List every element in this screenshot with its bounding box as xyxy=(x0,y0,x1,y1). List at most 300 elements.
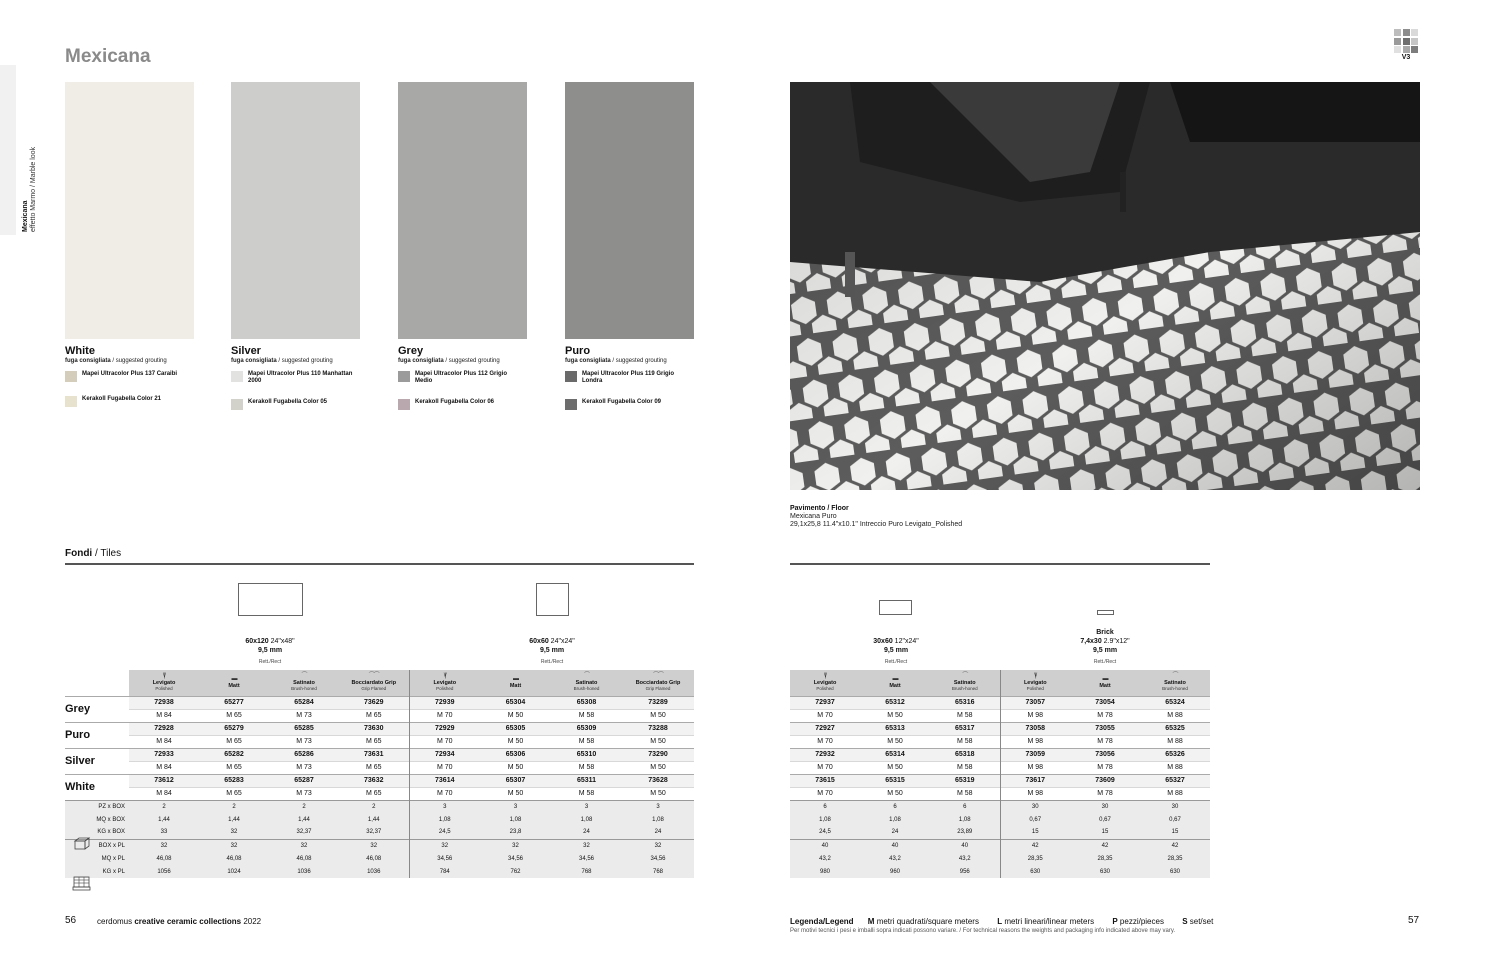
format-thickness: 9,5 mm xyxy=(539,647,565,654)
pack-row xyxy=(790,826,1210,839)
pack-value: 32,37 xyxy=(339,826,409,839)
format-rectified: Rett./Rect xyxy=(540,659,564,665)
grout-heading xyxy=(65,357,215,365)
table-row-units xyxy=(65,709,694,722)
logo-square-2 xyxy=(1411,29,1418,36)
grout-text: Kerakoll Fugabella Color 09 xyxy=(582,399,662,405)
unit-value: M 50 xyxy=(480,709,551,722)
grout-heading-en: / suggested grouting xyxy=(112,358,167,364)
format-label-2 xyxy=(836,637,956,667)
unit-value: M 50 xyxy=(480,787,551,800)
unit-value: M 88 xyxy=(1140,761,1210,774)
table-row-codes xyxy=(65,722,694,735)
pack-value: 6 xyxy=(790,800,860,813)
pack-value: 956 xyxy=(930,865,1000,878)
format-size-line xyxy=(836,637,956,646)
finish-name-en: Brush-honed xyxy=(291,686,317,692)
legend xyxy=(790,917,1229,926)
finish-icon-matt: ▬ xyxy=(513,676,518,683)
logo-square-0 xyxy=(1394,29,1401,36)
table-row-units xyxy=(790,761,1210,774)
swatch-info-silver xyxy=(231,345,381,410)
pack-value: 0,67 xyxy=(1140,813,1210,826)
product-code: 73057 xyxy=(1000,696,1070,709)
table-row-units xyxy=(65,787,694,800)
side-collection-desc: effetto Marmo / Marble look xyxy=(30,146,37,232)
finish-header xyxy=(1000,670,1070,696)
finish-icon-levigato: \|/ xyxy=(163,673,165,680)
side-tab xyxy=(0,65,16,235)
format-size-line xyxy=(210,637,330,646)
format-size: 60x120 xyxy=(245,638,269,645)
pack-value: 46,08 xyxy=(269,852,339,865)
finish-header xyxy=(409,670,480,696)
product-code: 65309 xyxy=(551,722,622,735)
format-inch: 24"x24" xyxy=(548,638,575,645)
unit-value: M 78 xyxy=(1070,761,1140,774)
unit-value: M 65 xyxy=(339,735,409,748)
pack-value: 34,56 xyxy=(409,852,480,865)
unit-value: M 88 xyxy=(1140,787,1210,800)
unit-value: M 84 xyxy=(129,735,199,748)
pack-value: 960 xyxy=(860,865,930,878)
pack-row xyxy=(790,813,1210,826)
pack-row xyxy=(790,865,1210,878)
product-code: 73055 xyxy=(1070,722,1140,735)
finish-name-en: Polished xyxy=(1026,686,1044,692)
finish-name-en: Polished xyxy=(816,686,834,692)
page-title: Mexicana xyxy=(65,46,151,67)
format-icon-60x60 xyxy=(536,583,569,616)
logo-square-5 xyxy=(1411,38,1418,45)
format-size: 7,4x30 xyxy=(1080,638,1102,645)
pack-value: 24 xyxy=(622,826,694,839)
finish-name: Levigato xyxy=(813,680,837,687)
unit-value: M 73 xyxy=(269,787,339,800)
pack-value: 1,08 xyxy=(409,813,480,826)
product-code: 72934 xyxy=(409,748,480,761)
unit-value: M 88 xyxy=(1140,709,1210,722)
section-rule-right xyxy=(790,563,1210,565)
table-row-codes xyxy=(65,774,694,787)
pack-value: 32,37 xyxy=(269,826,339,839)
unit-value: M 65 xyxy=(339,709,409,722)
product-code: 65286 xyxy=(269,748,339,761)
unit-value: M 70 xyxy=(790,787,860,800)
finish-icon-satinato: ⌒ xyxy=(301,673,307,680)
unit-value: M 70 xyxy=(790,735,860,748)
product-code: 73617 xyxy=(1000,774,1070,787)
pack-value: 3 xyxy=(409,800,480,813)
pack-value: 15 xyxy=(1000,826,1070,839)
grout-item xyxy=(398,399,548,410)
format-icon-30x60 xyxy=(879,600,912,615)
finish-header xyxy=(480,670,551,696)
pack-value: 2 xyxy=(129,800,199,813)
unit-value: M 58 xyxy=(551,787,622,800)
finish-icon-satinato: ⌒ xyxy=(962,673,968,680)
box-icon xyxy=(73,837,91,851)
table-header-row xyxy=(790,670,1210,696)
finish-icon-levigato: \|/ xyxy=(1034,673,1037,680)
format-inch: 24"x48" xyxy=(268,638,295,645)
format-thickness: 9,5 mm xyxy=(1092,647,1118,654)
finish-header xyxy=(930,670,1000,696)
table-row-codes xyxy=(65,696,694,709)
format-thickness: 9,5 mm xyxy=(883,647,909,654)
brand-logo xyxy=(1394,29,1420,63)
format-icon-60x120 xyxy=(238,583,303,616)
product-code: 65325 xyxy=(1140,722,1210,735)
section-title xyxy=(65,548,121,559)
grout-heading-it: fuga consigliata xyxy=(565,358,611,364)
format-icon-brick xyxy=(1097,610,1114,615)
pack-label: KG x BOX xyxy=(65,826,129,839)
row-color-name: Puro xyxy=(65,722,129,748)
pack-value: 15 xyxy=(1070,826,1140,839)
unit-value: M 50 xyxy=(622,787,694,800)
legend-l-text: metri lineari/linear meters xyxy=(1002,917,1095,926)
finish-icon-satinato: ⌒ xyxy=(583,673,589,680)
row-color-name: Grey xyxy=(65,696,129,722)
unit-value: M 50 xyxy=(480,735,551,748)
product-code: 72937 xyxy=(790,696,860,709)
pack-value: 42 xyxy=(1070,839,1140,852)
pack-row xyxy=(65,865,694,878)
finish-name-en: Polished xyxy=(155,686,173,692)
legend-m xyxy=(868,917,979,926)
pack-value: 40 xyxy=(930,839,1000,852)
finish-header xyxy=(269,670,339,696)
logo-square-7 xyxy=(1403,46,1410,53)
product-code: 65310 xyxy=(551,748,622,761)
pack-label: PZ x BOX xyxy=(65,800,129,813)
legend-l xyxy=(997,917,1094,926)
grout-text: Mapei Ultracolor Plus 137 Caraibi xyxy=(82,371,178,377)
product-code: 73631 xyxy=(339,748,409,761)
product-code: 72932 xyxy=(790,748,860,761)
product-code: 65311 xyxy=(551,774,622,787)
finish-icon-levigato: \|/ xyxy=(824,673,826,680)
pack-value: 32 xyxy=(409,839,480,852)
unit-value: M 50 xyxy=(622,761,694,774)
brand-bold: creative ceramic collections xyxy=(134,917,242,926)
product-code: 65327 xyxy=(1140,774,1210,787)
swatch-tile-grey xyxy=(398,82,527,339)
swatch-info-puro xyxy=(565,345,715,410)
grout-color-chip xyxy=(65,396,77,407)
format-thickness: 9,5 mm xyxy=(257,647,283,654)
format-rectified: Rett./Rect xyxy=(884,659,908,665)
side-label xyxy=(22,147,38,232)
grout-text: Kerakoll Fugabella Color 06 xyxy=(415,399,495,405)
grout-item xyxy=(65,396,215,407)
grout-item xyxy=(398,371,548,385)
finish-icon-bocciardato-grip: ⌒⌒ xyxy=(652,673,663,680)
table-row-units xyxy=(790,735,1210,748)
pack-value: 24 xyxy=(860,826,930,839)
grout-text: Kerakoll Fugabella Color 21 xyxy=(82,396,162,402)
product-code: 65315 xyxy=(860,774,930,787)
footer-brand xyxy=(97,917,261,926)
pack-value: 43,2 xyxy=(790,852,860,865)
format-size: 60x60 xyxy=(529,638,549,645)
pack-value: 32 xyxy=(199,839,269,852)
format-label-1 xyxy=(492,637,612,667)
product-code: 65318 xyxy=(930,748,1000,761)
pack-value: 1,08 xyxy=(790,813,860,826)
logo-square-8 xyxy=(1411,46,1418,53)
product-code: 65283 xyxy=(199,774,269,787)
pack-value: 1,08 xyxy=(480,813,551,826)
grout-item xyxy=(565,371,715,385)
format-label-0 xyxy=(210,637,330,667)
pack-value: 24,5 xyxy=(409,826,480,839)
grout-color-chip xyxy=(398,399,410,410)
pack-value: 32 xyxy=(551,839,622,852)
unit-value: M 65 xyxy=(199,761,269,774)
unit-value: M 65 xyxy=(199,787,269,800)
pack-row xyxy=(65,800,694,813)
product-code: 65279 xyxy=(199,722,269,735)
product-code: 73058 xyxy=(1000,722,1070,735)
pack-value: 30 xyxy=(1140,800,1210,813)
pack-row xyxy=(65,813,694,826)
pack-row xyxy=(65,826,694,839)
unit-value: M 70 xyxy=(409,709,480,722)
pack-value: 0,67 xyxy=(1000,813,1070,826)
grout-text: Mapei Ultracolor Plus 110 Manhattan 2000 xyxy=(248,371,353,384)
pallet-icon xyxy=(72,876,92,892)
table-row-units xyxy=(65,761,694,774)
product-code: 65308 xyxy=(551,696,622,709)
pack-label: MQ x BOX xyxy=(65,813,129,826)
pack-row xyxy=(65,852,694,865)
pack-value: 30 xyxy=(1070,800,1140,813)
unit-value: M 78 xyxy=(1070,787,1140,800)
grout-item xyxy=(231,399,381,410)
logo-square-1 xyxy=(1403,29,1410,36)
unit-value: M 58 xyxy=(930,787,1000,800)
format-label-3 xyxy=(1045,628,1165,667)
finish-header xyxy=(622,670,694,696)
swatch-tile-silver xyxy=(231,82,360,339)
finish-icon-bocciardato-grip: ⌒⌒ xyxy=(368,673,379,680)
swatch-name: Puro xyxy=(565,345,591,357)
pack-value: 28,35 xyxy=(1000,852,1070,865)
pack-value: 1024 xyxy=(199,865,269,878)
swatch-name: Silver xyxy=(231,345,261,357)
product-code: 73628 xyxy=(622,774,694,787)
pack-value: 2 xyxy=(199,800,269,813)
pack-row xyxy=(790,839,1210,852)
grout-text: Kerakoll Fugabella Color 05 xyxy=(248,399,328,405)
grout-heading-it: fuga consigliata xyxy=(398,358,444,364)
finish-name-en: Brush-honed xyxy=(1162,686,1188,692)
pack-value: 768 xyxy=(551,865,622,878)
caption-line2: Mexicana Puro xyxy=(790,513,837,520)
pack-label: MQ x PL xyxy=(65,852,129,865)
pack-value: 28,35 xyxy=(1070,852,1140,865)
swatch-tile-white xyxy=(65,82,194,339)
pack-value: 30 xyxy=(1000,800,1070,813)
pack-value: 784 xyxy=(409,865,480,878)
pack-value: 34,56 xyxy=(622,852,694,865)
unit-value: M 70 xyxy=(409,787,480,800)
product-code: 72927 xyxy=(790,722,860,735)
table-row-codes xyxy=(790,748,1210,761)
product-code: 72928 xyxy=(129,722,199,735)
pack-value: 32 xyxy=(269,839,339,852)
unit-value: M 65 xyxy=(339,787,409,800)
pack-value: 24,5 xyxy=(790,826,860,839)
pack-value: 46,08 xyxy=(339,852,409,865)
finish-header xyxy=(129,670,199,696)
section-title-bold: Fondi xyxy=(65,548,93,559)
finish-name-en: Grip Flamed xyxy=(361,686,387,692)
pack-value: 32 xyxy=(129,839,199,852)
format-prefix: Brick xyxy=(1096,629,1114,636)
finish-name-en: Polished xyxy=(436,686,454,692)
pack-value: 6 xyxy=(860,800,930,813)
unit-value: M 65 xyxy=(199,709,269,722)
pack-value: 0,67 xyxy=(1070,813,1140,826)
pack-value: 28,35 xyxy=(1140,852,1210,865)
left-product-table xyxy=(65,670,694,878)
table-row-units xyxy=(790,787,1210,800)
grout-text: Mapei Ultracolor Plus 119 Grigio Londra xyxy=(582,371,675,384)
table-row-codes xyxy=(790,722,1210,735)
pack-value: 1,44 xyxy=(129,813,199,826)
pack-value: 6 xyxy=(930,800,1000,813)
product-code: 65304 xyxy=(480,696,551,709)
pack-value: 1,44 xyxy=(339,813,409,826)
legend-m-text: metri quadrati/square meters xyxy=(874,917,979,926)
grout-item xyxy=(565,399,715,410)
unit-value: M 98 xyxy=(1000,735,1070,748)
product-code: 65287 xyxy=(269,774,339,787)
pack-value: 2 xyxy=(269,800,339,813)
pack-value: 630 xyxy=(1070,865,1140,878)
logo-text: V3 xyxy=(1401,54,1411,61)
finish-name: Satinato xyxy=(293,680,315,687)
swatch-tile-puro xyxy=(565,82,694,339)
brand-year: 2022 xyxy=(241,917,262,926)
product-code: 65324 xyxy=(1140,696,1210,709)
logo-square-6 xyxy=(1394,46,1401,53)
pack-row xyxy=(790,800,1210,813)
finish-name: Satinato xyxy=(1164,680,1186,687)
grout-heading xyxy=(398,357,548,365)
product-code: 65306 xyxy=(480,748,551,761)
pack-value: 1056 xyxy=(129,865,199,878)
row-color-name: Silver xyxy=(65,748,129,774)
side-collection-name: Mexicana xyxy=(22,200,29,232)
legend-s-key: S xyxy=(1182,917,1188,926)
unit-value: M 88 xyxy=(1140,735,1210,748)
photo-caption xyxy=(790,505,962,529)
legend-m-key: M xyxy=(867,917,875,926)
pack-value: 3 xyxy=(622,800,694,813)
legend-s xyxy=(1182,917,1213,926)
pack-label: KG x PL xyxy=(65,865,129,878)
unit-value: M 50 xyxy=(480,761,551,774)
unit-value: M 78 xyxy=(1070,735,1140,748)
unit-value: M 70 xyxy=(409,735,480,748)
finish-name: Matt xyxy=(889,683,901,690)
legend-s-text: set/set xyxy=(1187,917,1214,926)
pack-value: 24 xyxy=(551,826,622,839)
grout-color-chip xyxy=(231,371,243,382)
finish-icon-satinato: ⌒ xyxy=(1172,673,1178,680)
product-code: 73609 xyxy=(1070,774,1140,787)
right-product-table xyxy=(790,670,1210,878)
unit-value: M 84 xyxy=(129,709,199,722)
pack-value: 1,08 xyxy=(551,813,622,826)
caption-line1: Pavimento / Floor xyxy=(790,505,849,512)
pack-value: 42 xyxy=(1000,839,1070,852)
finish-header xyxy=(551,670,622,696)
finish-header xyxy=(790,670,860,696)
format-size-line xyxy=(492,637,612,646)
finish-name: Satinato xyxy=(575,680,598,687)
unit-value: M 58 xyxy=(930,735,1000,748)
product-code: 73054 xyxy=(1070,696,1140,709)
swatch-name: White xyxy=(65,345,95,357)
grout-heading-en: / suggested grouting xyxy=(445,358,500,364)
pack-row xyxy=(790,852,1210,865)
product-code: 65313 xyxy=(860,722,930,735)
legend-p xyxy=(1112,917,1164,926)
pack-value: 1036 xyxy=(269,865,339,878)
section-rule-left xyxy=(65,563,694,565)
pack-value: 46,08 xyxy=(199,852,269,865)
table-header-row xyxy=(65,670,694,696)
pack-value: 630 xyxy=(1000,865,1070,878)
legend-title: Legenda/Legend xyxy=(790,917,854,926)
left-page-number: 56 xyxy=(65,915,77,926)
product-code: 73288 xyxy=(622,722,694,735)
unit-value: M 58 xyxy=(551,735,622,748)
product-code: 65314 xyxy=(860,748,930,761)
product-code: 65284 xyxy=(269,696,339,709)
unit-value: M 50 xyxy=(860,735,930,748)
pack-value: 40 xyxy=(790,839,860,852)
pack-value: 23,89 xyxy=(930,826,1000,839)
swatch-name: Grey xyxy=(398,345,424,357)
finish-name: Matt xyxy=(1099,683,1111,690)
pack-value: 33 xyxy=(129,826,199,839)
format-rectified: Rett./Rect xyxy=(1093,659,1117,665)
grout-heading-en: / suggested grouting xyxy=(612,358,667,364)
pack-value: 32 xyxy=(622,839,694,852)
format-size-line xyxy=(1045,637,1165,646)
grout-heading-it: fuga consigliata xyxy=(231,358,277,364)
product-code: 73615 xyxy=(790,774,860,787)
format-inch: 12"x24" xyxy=(892,638,919,645)
format-size: 30x60 xyxy=(873,638,893,645)
unit-value: M 84 xyxy=(129,787,199,800)
unit-value: M 78 xyxy=(1070,709,1140,722)
swatch-info-white xyxy=(65,345,215,407)
unit-value: M 73 xyxy=(269,761,339,774)
unit-value: M 70 xyxy=(409,761,480,774)
finish-header xyxy=(1140,670,1210,696)
product-code: 73629 xyxy=(339,696,409,709)
logo-grid xyxy=(1394,29,1420,53)
finish-name-en: Brush-honed xyxy=(573,686,600,692)
unit-value: M 58 xyxy=(551,761,622,774)
